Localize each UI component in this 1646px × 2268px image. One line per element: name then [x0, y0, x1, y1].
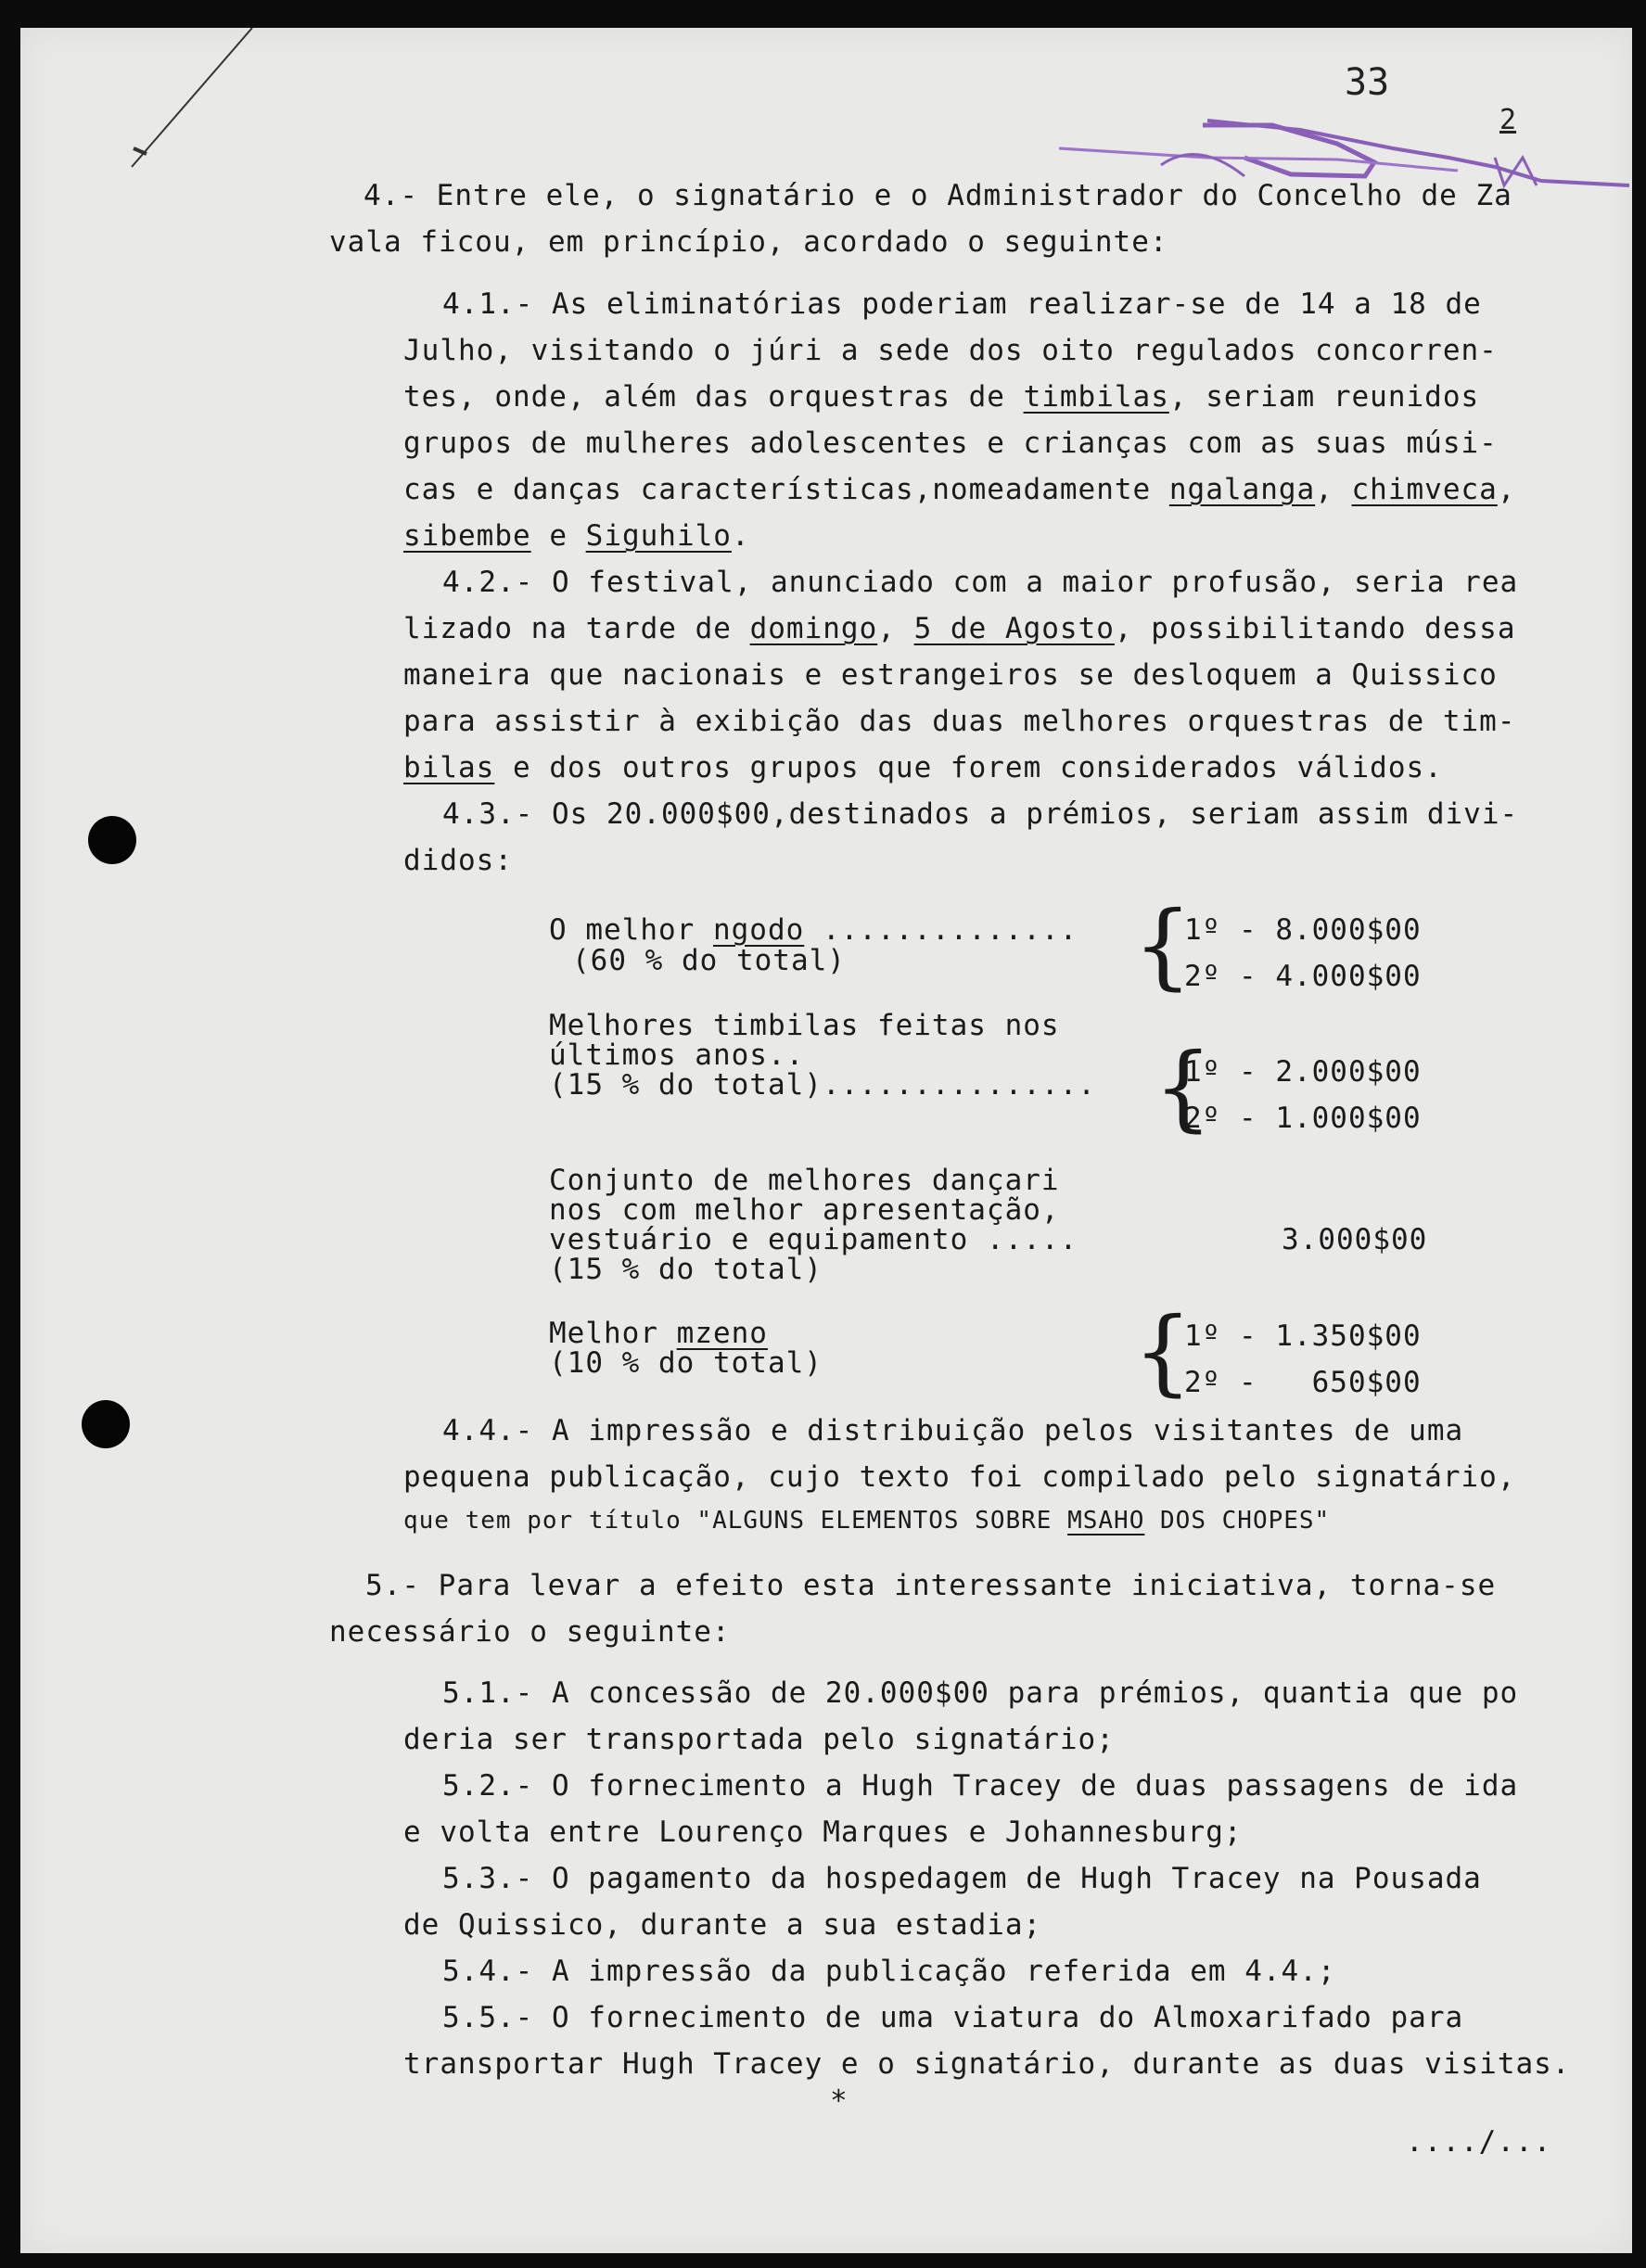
- prize-timbilas-2: 2º - 1.000$00: [1184, 1102, 1422, 1135]
- prize-conjunto-line1: Conjunto de melhores dançari: [549, 1164, 1060, 1197]
- para-5-line2: necessário o seguinte:: [329, 1615, 731, 1649]
- para-52-line2: e volta entre Lourenço Marques e Johannesburg;: [403, 1816, 1243, 1849]
- punch-hole: [88, 816, 136, 864]
- prize-mzeno-pct: (10 % do total): [549, 1346, 823, 1380]
- prize-timbilas-line1: Melhores timbilas feitas nos: [549, 1009, 1060, 1042]
- punch-hole: [82, 1400, 130, 1448]
- para-41-line2: Julho, visitando o júri a sede dos oito regulados concorren-: [403, 334, 1498, 367]
- brace: {: [1133, 891, 1193, 1000]
- pencil-mark: [95, 28, 262, 176]
- para-42-line1: 4.2.- O festival, anunciado com a maior profusão, seria rea: [442, 566, 1519, 599]
- para-51-line2: deria ser transportada pelo signatário;: [403, 1723, 1115, 1756]
- prize-conjunto-line3: vestuário e equipamento .....: [549, 1223, 1078, 1256]
- para-42-line4: para assistir à exibição das duas melhores orquestras de tim-: [403, 705, 1516, 738]
- para-42-line3: maneira que nacionais e estrangeiros se desloquem a Quissico: [403, 658, 1498, 692]
- prize-timbilas-line3: (15 % do total)...............: [549, 1068, 1096, 1102]
- para-44-line2: pequena publicação, cujo texto foi compilado pelo signatário,: [403, 1460, 1516, 1494]
- prize-conjunto-line4: (15 % do total): [549, 1253, 823, 1286]
- para-44-line3: que tem por título "ALGUNS ELEMENTOS SOBRE MSAHO DOS CHOPES": [403, 1507, 1331, 1535]
- prize-mzeno-1: 1º - 1.350$00: [1184, 1319, 1422, 1353]
- continuation-mark: ..../...: [1406, 2125, 1552, 2159]
- para-55-line2: transportar Hugh Tracey e o signatário, durante as duas visitas.: [403, 2047, 1571, 2081]
- para-54-line1: 5.4.- A impressão da publicação referida em 4.4.;: [442, 1955, 1336, 1988]
- para-53-line1: 5.3.- O pagamento da hospedagem de Hugh Tracey na Pousada: [442, 1862, 1482, 1895]
- prize-conjunto-value: 3.000$00: [1282, 1223, 1428, 1256]
- para-53-line2: de Quissico, durante a sua estadia;: [403, 1908, 1042, 1942]
- prize-ngodo-1: 1º - 8.000$00: [1184, 913, 1422, 947]
- para-55-line1: 5.5.- O fornecimento de uma viatura do Almoxarifado para: [442, 2001, 1464, 2034]
- brace: {: [1133, 1297, 1193, 1406]
- prize-ngodo-label: O melhor ngodo ..............: [549, 913, 1078, 947]
- para-41-line6: sibembe e Siguhilo.: [403, 519, 750, 553]
- asterisk-mark: *: [830, 2084, 849, 2118]
- para-52-line1: 5.2.- O fornecimento a Hugh Tracey de duas passagens de ida: [442, 1769, 1519, 1803]
- page-number: 33: [1345, 61, 1390, 104]
- para-41-line3: tes, onde, além das orquestras de timbilas, seriam reunidos: [403, 380, 1480, 414]
- para-43-line1: 4.3.- Os 20.000$00,destinados a prémios, seriam assim divi-: [442, 797, 1519, 831]
- para-5-line1: 5.- Para levar a efeito esta interessante iniciativa, torna-se: [365, 1569, 1497, 1602]
- para-42-line2: lizado na tarde de domingo, 5 de Agosto, possibilitando dessa: [403, 612, 1516, 645]
- prize-ngodo-pct: (60 % do total): [572, 944, 846, 977]
- document-page: [20, 28, 1632, 2253]
- brace: {: [1154, 1033, 1214, 1141]
- corner-number: 2: [1499, 104, 1517, 136]
- prize-mzeno-2: 2º - 650$00: [1184, 1366, 1422, 1399]
- para-41-line1: 4.1.- As eliminatórias poderiam realizar-se de 14 a 18 de: [442, 287, 1482, 321]
- para-42-line5: bilas e dos outros grupos que forem considerados válidos.: [403, 751, 1443, 784]
- para-41-line5: cas e danças características,nomeadamente ngalanga, chimveca,: [403, 473, 1516, 506]
- prize-conjunto-line2: nos com melhor apresentação,: [549, 1193, 1060, 1227]
- prize-timbilas-line2: últimos anos..: [549, 1038, 805, 1072]
- prize-ngodo-2: 2º - 4.000$00: [1184, 960, 1422, 993]
- para-4-line2: vala ficou, em princípio, acordado o seguinte:: [329, 225, 1168, 259]
- para-4-line1: 4.- Entre ele, o signatário e o Administrador do Concelho de Za: [364, 179, 1512, 212]
- prize-mzeno-label: Melhor mzeno: [549, 1317, 768, 1350]
- prize-timbilas-1: 1º - 2.000$00: [1184, 1055, 1422, 1089]
- para-51-line1: 5.1.- A concessão de 20.000$00 para prémios, quantia que po: [442, 1676, 1519, 1710]
- para-41-line4: grupos de mulheres adolescentes e crianças com as suas músi-: [403, 427, 1498, 460]
- para-43-line2: didos:: [403, 844, 513, 877]
- para-44-line1: 4.4.- A impressão e distribuição pelos visitantes de uma: [442, 1414, 1464, 1447]
